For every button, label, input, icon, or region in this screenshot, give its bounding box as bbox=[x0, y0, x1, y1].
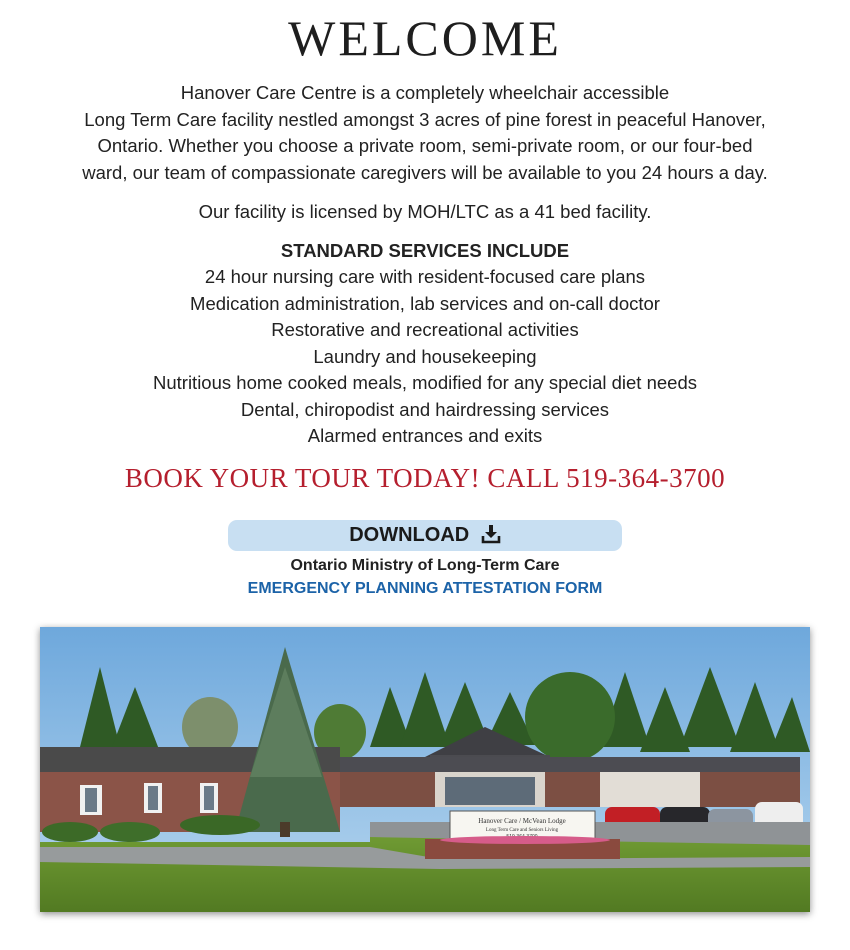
intro-line: ward, our team of compassionate caregivers will be available to you 24 hours a day. bbox=[82, 161, 768, 183]
service-item: Laundry and housekeeping bbox=[313, 345, 537, 367]
intro-line: Hanover Care Centre is a completely wheelchair accessible bbox=[180, 82, 670, 103]
ministry-label: Ontario Ministry of Long-Term Care bbox=[290, 557, 560, 574]
attestation-form-link[interactable]: EMERGENCY PLANNING ATTESTATION FORM bbox=[247, 580, 603, 597]
sign-line-2: Long Term Care and Seniors Living bbox=[485, 828, 559, 833]
sign-line-1: Hanover Care / McVean Lodge bbox=[478, 817, 566, 825]
services-list bbox=[0, 264, 850, 450]
intro-paragraph bbox=[20, 80, 830, 186]
intro-line: Long Term Care facility nestled amongst 3 acres of pine forest in peaceful Hanover, bbox=[84, 108, 766, 130]
facility-photo bbox=[40, 627, 810, 912]
welcome-heading: WELCOME bbox=[288, 10, 562, 66]
service-item: Restorative and recreational activities bbox=[271, 319, 579, 340]
intro-line: Ontario. Whether you choose a private room, semi-private room, or our four-bed bbox=[97, 135, 753, 156]
service-item: Nutritious home cooked meals, modified for any special diet needs bbox=[153, 372, 697, 393]
service-item: Dental, chiropodist and hairdressing services bbox=[240, 398, 610, 420]
download-label: DOWNLOAD bbox=[349, 524, 470, 546]
download-icon bbox=[481, 523, 501, 554]
book-tour-callout: BOOK YOUR TOUR TODAY! CALL 519-364-3700 bbox=[124, 463, 726, 493]
services-heading: STANDARD SERVICES INCLUDE bbox=[280, 240, 570, 261]
service-item: Alarmed entrances and exits bbox=[307, 425, 543, 446]
license-statement: Our facility is licensed by MOH/LTC as a 41 bed facility. bbox=[198, 201, 652, 222]
service-item: Medication administration, lab services and on-call doctor bbox=[190, 292, 660, 314]
service-item: 24 hour nursing care with resident-focused care plans bbox=[204, 266, 646, 287]
download-button[interactable] bbox=[228, 520, 622, 551]
